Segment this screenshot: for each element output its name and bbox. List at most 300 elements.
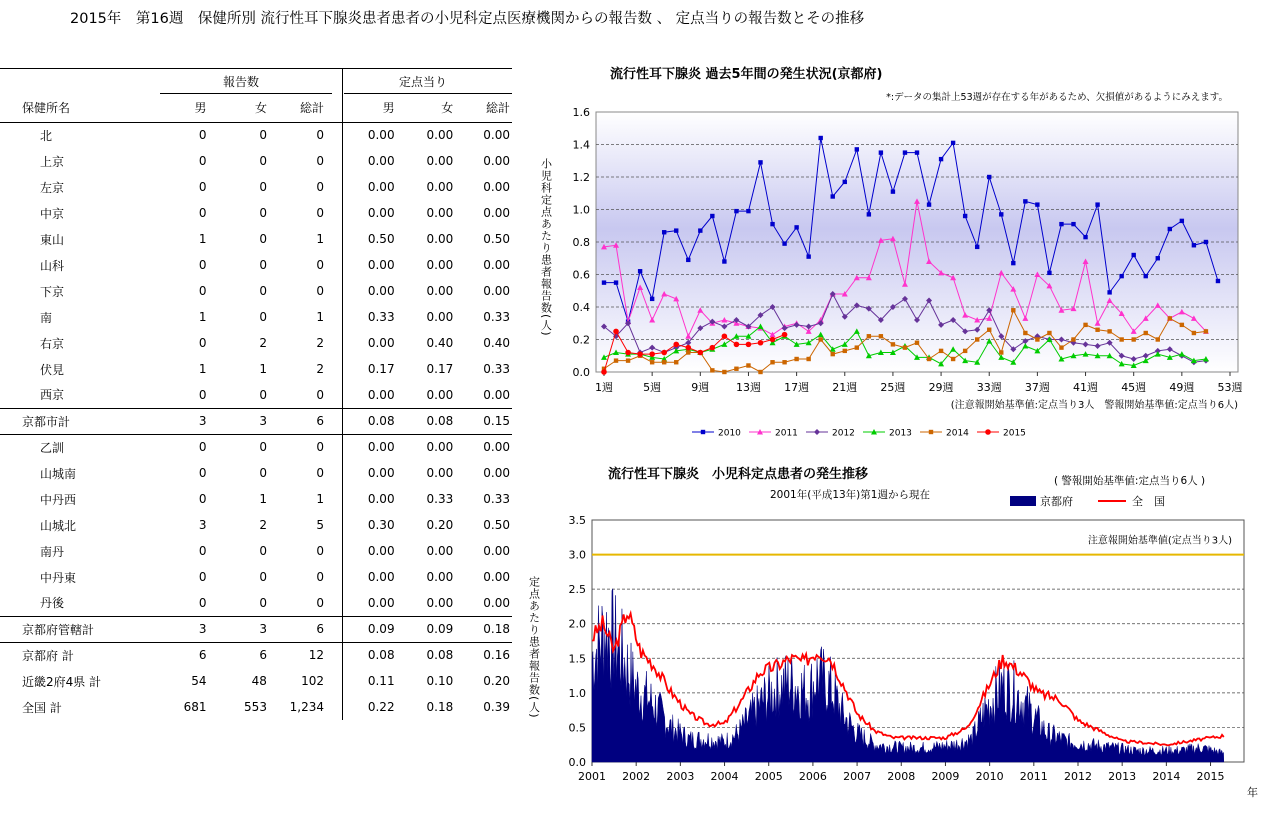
point-2014 bbox=[734, 367, 738, 371]
table-row bbox=[0, 616, 512, 642]
cell-female-rate: 0.00 bbox=[426, 466, 454, 480]
point-2010 bbox=[939, 157, 943, 161]
cell-female: 3 bbox=[207, 616, 267, 642]
point-2015 bbox=[734, 342, 740, 348]
cell-female: 2 bbox=[259, 518, 267, 532]
y-tick-label: 1.0 bbox=[572, 203, 590, 217]
y-tick-label: 0.0 bbox=[572, 366, 590, 379]
cell-total: 12 bbox=[267, 642, 334, 668]
point-2014 bbox=[1119, 337, 1123, 341]
point-2010 bbox=[746, 209, 750, 213]
row-name: 近畿2府4県 計 bbox=[22, 674, 102, 689]
table-row bbox=[0, 122, 512, 148]
legend-label: 2013 bbox=[889, 428, 912, 439]
cell-female: 3 bbox=[207, 408, 267, 434]
cell-male-rate: 0.33 bbox=[367, 310, 395, 324]
cell-total: 0 bbox=[316, 128, 324, 143]
cell-male-rate: 0.11 bbox=[367, 674, 395, 688]
point-2015 bbox=[746, 342, 752, 348]
cell-male-rate: 0.00 bbox=[334, 434, 395, 460]
table-row bbox=[0, 486, 512, 512]
point-2015 bbox=[673, 342, 679, 348]
cell-male: 1 bbox=[198, 310, 207, 324]
cell-female: 0 bbox=[259, 284, 267, 298]
point-2015 bbox=[770, 337, 776, 343]
cell-total-rate: 0.33 bbox=[483, 492, 510, 506]
cell-male-rate: 0.00 bbox=[367, 466, 395, 480]
x-tick-label: 2005 bbox=[754, 770, 783, 783]
x-tick-label: 2002 bbox=[622, 770, 651, 783]
point-2010 bbox=[1047, 271, 1051, 275]
point-2014 bbox=[1107, 329, 1111, 333]
point-2014 bbox=[722, 370, 726, 374]
legend-label: 2010 bbox=[718, 428, 741, 439]
cell-female-rate: 0.00 bbox=[426, 128, 454, 143]
point-2010 bbox=[722, 259, 726, 263]
cell-female-rate: 0.10 bbox=[426, 674, 454, 688]
row-name: 下京 bbox=[40, 284, 65, 299]
point-2014 bbox=[1180, 323, 1184, 327]
cell-male-rate: 0.00 bbox=[367, 544, 395, 558]
col-header-total-rate: 総計 bbox=[453, 94, 512, 122]
point-2014 bbox=[1023, 331, 1027, 335]
row-name: 京都市計 bbox=[0, 408, 148, 434]
x-tick-label: 49週 bbox=[1169, 381, 1195, 394]
point-2010 bbox=[831, 194, 835, 198]
cell-male-rate: 0.50 bbox=[367, 232, 395, 246]
cell-male-rate: 0.00 bbox=[367, 492, 395, 506]
table-row bbox=[0, 278, 512, 304]
cell-male: 681 bbox=[183, 700, 207, 714]
y-tick-label: 1.2 bbox=[572, 171, 590, 184]
chart-subtitle: 2001年(平成13年)第1週から現在 bbox=[770, 489, 930, 501]
table-row bbox=[0, 226, 512, 252]
cell-female: 6 bbox=[207, 642, 267, 668]
table-row bbox=[0, 538, 512, 564]
cell-total-rate: 0.00 bbox=[483, 258, 510, 272]
point-2010 bbox=[1083, 235, 1087, 239]
y-tick-label: 0.2 bbox=[572, 333, 590, 347]
cell-total-rate: 0.20 bbox=[483, 674, 510, 688]
row-name: 京都府管轄計 bbox=[0, 616, 148, 642]
x-tick-label: 45週 bbox=[1121, 381, 1147, 394]
cell-female-rate: 0.00 bbox=[395, 434, 454, 460]
point-2010 bbox=[999, 212, 1003, 216]
table-header-row bbox=[0, 94, 512, 122]
table-row bbox=[0, 304, 512, 330]
x-tick-label: 2011 bbox=[1019, 770, 1048, 783]
col-header-female: 女 bbox=[207, 94, 267, 122]
cell-total: 0 bbox=[267, 434, 334, 460]
cell-male: 6 bbox=[148, 642, 207, 668]
table-row bbox=[0, 382, 512, 408]
cell-female-rate: 0.20 bbox=[426, 518, 454, 532]
point-2014 bbox=[1095, 328, 1099, 332]
cell-male: 3 bbox=[198, 518, 207, 532]
x-tick-label: 2008 bbox=[887, 770, 916, 783]
cell-female-rate: 0.00 bbox=[426, 284, 454, 298]
alert-note: ( 警報開始基準値:定点当り6人 ) bbox=[1054, 475, 1206, 487]
point-2014 bbox=[987, 328, 991, 332]
table-row bbox=[0, 512, 512, 538]
y-tick-label: 2.0 bbox=[568, 617, 586, 631]
table-row bbox=[0, 434, 512, 460]
cell-male-rate: 0.22 bbox=[367, 700, 395, 714]
x-tick-label: 41週 bbox=[1073, 381, 1099, 394]
cell-female-rate: 0.00 bbox=[426, 570, 454, 584]
five-year-chart bbox=[520, 58, 1260, 448]
cell-total: 2 bbox=[316, 362, 324, 376]
cell-female-rate: 0.18 bbox=[426, 700, 454, 714]
table-row bbox=[0, 642, 512, 668]
cell-total-rate: 0.33 bbox=[483, 310, 510, 324]
col-header-name: 保健所名 bbox=[0, 94, 148, 122]
cell-total: 1 bbox=[316, 492, 324, 506]
cell-male-rate: 0.00 bbox=[367, 284, 395, 298]
cell-male: 0 bbox=[198, 387, 207, 402]
point-2014 bbox=[1071, 337, 1075, 341]
cell-male: 0 bbox=[198, 595, 207, 610]
table-row bbox=[0, 694, 512, 720]
point-2014 bbox=[650, 360, 654, 364]
cell-female-rate: 0.00 bbox=[426, 310, 454, 324]
point-2015 bbox=[710, 345, 716, 351]
cell-total: 1 bbox=[316, 232, 324, 246]
point-2010 bbox=[987, 175, 991, 179]
cell-male: 0 bbox=[198, 544, 207, 558]
cell-female: 1 bbox=[259, 492, 267, 506]
x-tick-label: 2014 bbox=[1152, 770, 1181, 783]
y-tick-label: 0.5 bbox=[568, 721, 586, 735]
cell-female-rate: 0.08 bbox=[395, 408, 454, 434]
point-2010 bbox=[1192, 243, 1196, 247]
table-row bbox=[0, 200, 512, 226]
legend-label: 2015 bbox=[1003, 428, 1026, 439]
row-name: 左京 bbox=[40, 180, 65, 195]
table-group-header-row bbox=[0, 68, 512, 94]
cell-total: 6 bbox=[267, 408, 334, 434]
point-2015 bbox=[722, 333, 728, 339]
point-2014 bbox=[1059, 345, 1063, 349]
table-row bbox=[0, 174, 512, 200]
page-title: 2015年 第16週 保健所別 流行性耳下腺炎患者患者の小児科定点医療機関からの報告数 、 定点当りの報告数とその推移 bbox=[70, 11, 865, 27]
point-2010 bbox=[1204, 240, 1208, 244]
x-tick-label: 33週 bbox=[976, 381, 1002, 394]
table-row bbox=[0, 564, 512, 590]
point-2014 bbox=[662, 360, 666, 364]
cell-male-rate: 0.00 bbox=[367, 387, 395, 402]
point-2014 bbox=[867, 334, 871, 338]
row-name: 中京 bbox=[40, 206, 65, 221]
point-2014 bbox=[927, 357, 931, 361]
cell-total: 5 bbox=[316, 518, 324, 532]
x-tick-label: 25週 bbox=[880, 381, 906, 394]
cell-female-rate: 0.00 bbox=[426, 180, 454, 194]
cell-total: 0 bbox=[316, 387, 324, 402]
cell-total: 0 bbox=[316, 466, 324, 480]
point-2010 bbox=[1071, 222, 1075, 226]
point-2010 bbox=[1180, 219, 1184, 223]
row-name: 伏見 bbox=[40, 362, 65, 377]
point-2014 bbox=[891, 342, 895, 346]
cell-total-rate: 0.16 bbox=[453, 642, 512, 668]
point-2010 bbox=[686, 258, 690, 262]
point-2014 bbox=[626, 358, 630, 362]
legend-marker bbox=[701, 430, 705, 434]
point-2014 bbox=[1083, 323, 1087, 327]
x-tick-label: 2001 bbox=[578, 770, 606, 783]
point-2015 bbox=[649, 351, 655, 357]
cell-male-rate: 0.09 bbox=[334, 616, 395, 642]
cell-female: 0 bbox=[259, 595, 267, 610]
point-2010 bbox=[915, 150, 919, 154]
cell-total: 0 bbox=[316, 180, 324, 194]
point-2010 bbox=[1095, 202, 1099, 206]
cell-total-rate: 0.00 bbox=[483, 180, 510, 194]
cell-male: 1 bbox=[198, 362, 207, 376]
row-name: 北 bbox=[40, 128, 53, 143]
x-tick-label: 2006 bbox=[798, 770, 827, 783]
table-row bbox=[0, 668, 512, 694]
y-tick-label: 0.4 bbox=[572, 301, 590, 314]
point-2014 bbox=[1168, 316, 1172, 320]
x-tick-label: 13週 bbox=[735, 381, 761, 394]
trend-chart bbox=[520, 458, 1272, 823]
y-tick-label: 1.6 bbox=[572, 106, 590, 119]
point-2010 bbox=[794, 225, 798, 229]
point-2014 bbox=[903, 345, 907, 349]
point-2014 bbox=[951, 357, 955, 361]
point-2010 bbox=[843, 180, 847, 184]
cell-female: 0 bbox=[259, 544, 267, 558]
cell-total-rate: 0.33 bbox=[483, 362, 510, 376]
x-tick-label: 2012 bbox=[1063, 770, 1092, 783]
cell-female-rate: 0.00 bbox=[426, 544, 454, 558]
point-2010 bbox=[891, 189, 895, 193]
point-2010 bbox=[951, 141, 955, 145]
point-2010 bbox=[855, 147, 859, 151]
cell-female-rate: 0.00 bbox=[426, 258, 454, 272]
x-axis-label: 年 bbox=[1247, 786, 1258, 799]
cell-male: 0 bbox=[198, 336, 207, 350]
row-name: 乙訓 bbox=[0, 434, 148, 460]
row-name: 中丹東 bbox=[40, 570, 77, 585]
cell-male-rate: 0.00 bbox=[367, 206, 395, 220]
point-2010 bbox=[1119, 274, 1123, 278]
cell-total: 102 bbox=[301, 674, 324, 688]
cell-female-rate: 0.09 bbox=[395, 616, 454, 642]
cell-female: 0 bbox=[259, 206, 267, 220]
cell-total: 0 bbox=[316, 154, 324, 168]
group-rule-reports bbox=[160, 93, 332, 94]
point-2010 bbox=[602, 280, 606, 284]
cell-total-rate: 0.18 bbox=[453, 616, 512, 642]
y-tick-label: 3.0 bbox=[568, 548, 586, 562]
cell-male: 0 bbox=[198, 466, 207, 480]
cell-total: 2 bbox=[316, 336, 324, 350]
point-2014 bbox=[1204, 329, 1208, 333]
cell-total-rate: 0.50 bbox=[483, 518, 510, 532]
cell-male: 1 bbox=[198, 232, 207, 246]
point-2015 bbox=[758, 340, 764, 346]
cell-female: 0 bbox=[259, 258, 267, 272]
point-2015 bbox=[601, 369, 607, 375]
row-name: 山城南 bbox=[40, 466, 77, 481]
cell-female: 0 bbox=[259, 154, 267, 168]
cell-male: 0 bbox=[198, 258, 207, 272]
point-2010 bbox=[614, 280, 618, 284]
point-2010 bbox=[638, 269, 642, 273]
cell-female: 0 bbox=[259, 310, 267, 324]
point-2014 bbox=[614, 358, 618, 362]
col-header-female-rate: 女 bbox=[395, 94, 454, 122]
cell-total-rate: 0.00 bbox=[483, 154, 510, 168]
y-axis-label: 定点あたり患者報告数(人) bbox=[527, 576, 541, 719]
point-2010 bbox=[650, 297, 654, 301]
cell-female: 1 bbox=[259, 362, 267, 376]
cell-total-rate: 0.00 bbox=[483, 544, 510, 558]
point-2015 bbox=[685, 345, 691, 351]
cell-male-rate: 0.00 bbox=[367, 128, 395, 143]
table-row bbox=[0, 148, 512, 174]
y-tick-label: 0.6 bbox=[572, 268, 590, 282]
row-name: 山科 bbox=[40, 258, 65, 273]
x-tick-label: 1週 bbox=[595, 381, 613, 394]
legend-label: 2011 bbox=[775, 428, 798, 439]
point-2015 bbox=[661, 350, 667, 356]
x-tick-label: 17週 bbox=[784, 381, 810, 394]
point-2010 bbox=[734, 209, 738, 213]
legend-marker bbox=[929, 430, 933, 434]
point-2010 bbox=[879, 150, 883, 154]
cell-male-rate: 0.00 bbox=[367, 595, 395, 610]
y-tick-label: 1.4 bbox=[572, 138, 590, 152]
y-tick-label: 1.5 bbox=[568, 652, 586, 666]
point-2014 bbox=[939, 349, 943, 353]
point-2010 bbox=[867, 212, 871, 216]
cell-female-rate: 0.08 bbox=[395, 642, 454, 668]
y-tick-label: 3.5 bbox=[568, 514, 586, 527]
x-tick-label: 2003 bbox=[666, 770, 695, 783]
table-top-rule bbox=[0, 68, 512, 69]
point-2015 bbox=[613, 329, 619, 335]
x-tick-label: 21週 bbox=[832, 381, 858, 394]
cell-male: 0 bbox=[198, 206, 207, 220]
row-name: 京都府 計 bbox=[0, 642, 148, 668]
point-2010 bbox=[1035, 202, 1039, 206]
chart-title: 流行性耳下腺炎 過去5年間の発生状況(京都府) bbox=[610, 67, 883, 82]
cell-total-rate: 0.00 bbox=[483, 206, 510, 220]
legend-label: 2014 bbox=[946, 428, 969, 439]
cell-male-rate: 0.08 bbox=[334, 408, 395, 434]
cell-male-rate: 0.00 bbox=[367, 570, 395, 584]
cell-male: 0 bbox=[198, 128, 207, 143]
cell-total: 0 bbox=[316, 206, 324, 220]
cell-female: 0 bbox=[259, 466, 267, 480]
cell-male: 0 bbox=[198, 284, 207, 298]
y-tick-label: 0.0 bbox=[568, 756, 586, 769]
x-axis-label: (注意報開始基準値:定点当り3人 警報開始基準値:定点当り6人) bbox=[950, 400, 1238, 411]
cell-male-rate: 0.00 bbox=[367, 154, 395, 168]
y-tick-label: 2.5 bbox=[568, 583, 586, 597]
cell-female-rate: 0.40 bbox=[426, 336, 454, 350]
legend-label-national: 全 国 bbox=[1132, 495, 1165, 508]
row-name: 全国 計 bbox=[22, 700, 62, 715]
point-2015 bbox=[782, 332, 788, 338]
row-name: 西京 bbox=[40, 388, 65, 403]
point-2014 bbox=[746, 363, 750, 367]
cell-total: 0 bbox=[316, 544, 324, 558]
cell-total: 0 bbox=[316, 570, 324, 584]
cell-female: 0 bbox=[259, 180, 267, 194]
point-2014 bbox=[758, 370, 762, 374]
x-tick-label: 2013 bbox=[1108, 770, 1137, 783]
cell-female-rate: 0.00 bbox=[426, 154, 454, 168]
point-2014 bbox=[794, 357, 798, 361]
row-name: 中丹西 bbox=[40, 492, 77, 507]
report-table bbox=[0, 68, 512, 720]
cell-male-rate: 0.17 bbox=[367, 362, 395, 376]
x-tick-label: 2009 bbox=[931, 770, 960, 783]
cell-male: 54 bbox=[191, 674, 207, 688]
row-name: 山城北 bbox=[40, 518, 77, 533]
legend-label-kyoto: 京都府 bbox=[1040, 495, 1073, 508]
point-2010 bbox=[1144, 274, 1148, 278]
x-tick-label: 9週 bbox=[691, 381, 710, 394]
point-2014 bbox=[818, 337, 822, 341]
point-2014 bbox=[855, 345, 859, 349]
table-row bbox=[0, 252, 512, 278]
x-tick-label: 2010 bbox=[975, 770, 1004, 783]
point-2014 bbox=[843, 349, 847, 353]
row-name: 右京 bbox=[40, 336, 65, 351]
point-2010 bbox=[927, 202, 931, 206]
point-2010 bbox=[758, 160, 762, 164]
cell-female: 553 bbox=[244, 700, 267, 714]
cell-male-rate: 0.00 bbox=[367, 258, 395, 272]
plot-area bbox=[592, 520, 1244, 762]
cell-female-rate: 0.17 bbox=[426, 362, 454, 376]
row-name: 東山 bbox=[40, 232, 65, 247]
point-2015 bbox=[637, 351, 643, 357]
point-2010 bbox=[698, 228, 702, 232]
x-tick-label: 5週 bbox=[643, 381, 662, 394]
chart-note: *:データの集計上53週が存在する年があるため、欠損値があるようにみえます。 bbox=[886, 92, 1228, 103]
cell-male-rate: 0.00 bbox=[367, 336, 395, 350]
cell-total-rate: 0.00 bbox=[483, 284, 510, 298]
point-2010 bbox=[806, 254, 810, 258]
cell-total: 1 bbox=[316, 310, 324, 324]
cell-total-rate: 0.00 bbox=[483, 595, 510, 610]
chart-title: 流行性耳下腺炎 小児科定点患者の発生推移 bbox=[608, 467, 869, 482]
point-2014 bbox=[1011, 308, 1015, 312]
cell-female-rate: 0.00 bbox=[426, 387, 454, 402]
x-tick-label: 29週 bbox=[928, 381, 954, 394]
cell-female-rate: 0.00 bbox=[426, 206, 454, 220]
point-2014 bbox=[674, 360, 678, 364]
point-2014 bbox=[1144, 331, 1148, 335]
row-name: 上京 bbox=[40, 154, 65, 169]
point-2010 bbox=[674, 228, 678, 232]
cell-female: 2 bbox=[259, 336, 267, 350]
legend-marker bbox=[985, 429, 991, 435]
y-axis-label: 小児科定点あたり患者報告数(人) bbox=[539, 158, 553, 337]
row-name: 南丹 bbox=[40, 544, 65, 559]
legend-label: 2012 bbox=[832, 428, 855, 439]
table-column-divider bbox=[342, 68, 343, 720]
point-2014 bbox=[1131, 337, 1135, 341]
col-header-male: 男 bbox=[148, 94, 207, 122]
